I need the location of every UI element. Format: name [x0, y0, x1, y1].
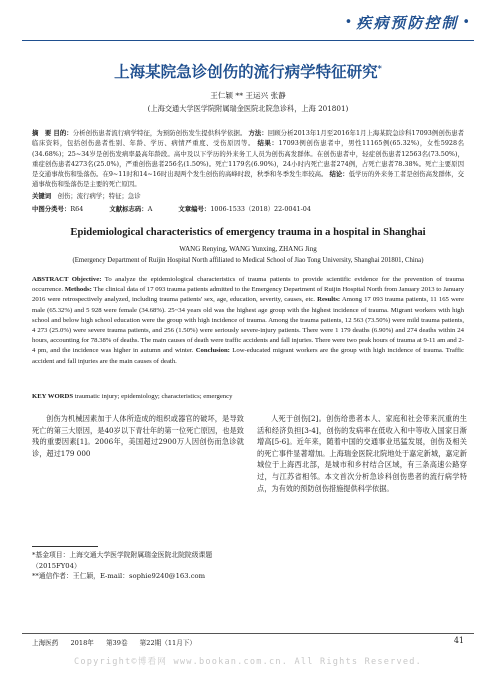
keywords-label-en: KEY WORDS — [32, 393, 74, 400]
body-paragraph: 人死于创伤[2]。创伤给患者本人、家庭和社会带来沉重的生活和经济负担[3-4]，创伤的发病率在低收入和中等收入国家日渐增高[5-6]。近年来，随着中国的交通事业迅猛发展，创伤及相关的死亡事件显著增加。上海瑞金医院北院地处于嘉定新城，嘉定新城位于上海西北部，是城市和乡村结合区域，有三条高速公路穿过，与江苏省相邻。本文首次分析急诊科创伤患者的流行病学特点，为有效的预防创伤措施提供科学依据。 — [257, 414, 467, 493]
footnotes — [32, 550, 244, 582]
footnote-fund: *基金项目：上海交通大学医学院附属瑞金医院北院院级课题（2015FY04） — [32, 551, 213, 570]
body-column-left: 创伤为机械因素加于人体所造成的组织或器官的破坏，是导致死亡的第三大原因，是40岁以下青壮年的第一位死亡原因，也是致残的重要因素[1]。2006年，美国超过2900万人因创伤而急诊就诊，超过179 000 — [32, 414, 244, 458]
keywords-text: 创伤；流行病学；特征；急诊 — [57, 192, 141, 200]
abstract-en: ABSTRACT Objective: To analyze the epidemiological characteristics of trauma patients to provide scientific evidence for the prevention of trauma occurrence. Methods: The clinical data of 17 093 trauma patients admitted to the Emergency Department of Ruijin Hospital North from January 2013 to January 2016 were retrospectively analyzed, including trauma patients' sex, age, education, severity, causes, etc. Results: Among 17 093 trauma patients, 11 165 were male (65.32%) and 5 928 were female (34.68%). 25~34 years old was the highest age group with the highest incidence of trauma. Migrant workers with high school and below high school education were the group with high incidence of trauma. Among the trauma patients, 12 563 (73.50%) were mild trauma patients, 4 273 (25.0%) were severe trauma patients, and 256 (1.50%) were seriously severe-injury patients. There were 1 179 deaths (6.90%) and 274 deaths within 24 hours, accounting for 78.38% of deaths. The main causes of death were traffic accidents and fall injuries. There were two peak hours of trauma at 9-11 am and 2-4 pm, and the incidence was higher in autumn and winter. Conclusion: Low-educated migrant workers are the group with high incidence of trauma. Traffic accident and fall injuries are the main causes of death. — [32, 276, 465, 365]
doc-code: A — [147, 205, 153, 213]
authors-cn: 王仁颖 ** 王运兴 张静 — [210, 91, 286, 100]
abstract-results: 17093例创伤患者中，男性11165例(65.32%)，女性5928名(34.68%)；25~34岁是创伤发病率最高年龄段。高中及以下学历的外来务工人员为创伤高发群体。在创伤患者中，轻症创伤患者12563名(73.50%)，重症创伤患者4273名(25.0%)，严重创伤患者256名(1.50%)。死亡1179名(6.90%)，24小时内死亡患者274例，占死亡患者78.38%。死亡主要原因是交通事故伤和坠落伤。在9~11时和14~16时出现两个发生创伤的高峰时段，秋季和冬季发生率较高。 — [32, 139, 464, 179]
abstract-objective: 分析创伤患者流行病学特征，为预防创伤发生提供科学依据。 — [72, 129, 247, 137]
footnote-rule — [32, 546, 98, 547]
abstract-label-objective: 目的： — [53, 129, 73, 137]
footnote-correspondence: **通信作者：王仁颖，E-mail：sophie9240@163.com — [32, 572, 206, 581]
journal-name: 上海医药 — [32, 639, 59, 647]
keywords-text-en: traumatic injury; epidemiology; characteristics; emergency — [73, 393, 233, 400]
journal-footer — [32, 637, 206, 647]
abstract-conclusion: 低学历的外来务工者是创伤高发群体，交通事故伤和坠落伤是主要的死亡原因。 — [32, 170, 464, 189]
authors-en: WANG Renying, WANG Yunxing, ZHANG Jing — [179, 245, 317, 253]
journal-year: 2018年 — [70, 639, 94, 647]
clc-code: R64 — [70, 205, 84, 213]
section-name: 疾病预防控制 — [356, 13, 459, 32]
abstract-label-results: 结果： — [257, 139, 279, 148]
abstract-label-methods: 方法： — [248, 129, 268, 137]
abstract-methods: 回顾分析2013年1月至2016年1月上海某院急诊科17093例创伤患者临床资料，包括创伤患者性别、年龄、学历、病情严重度、受伤原因等。 — [32, 129, 465, 148]
article-title-en: Epidemiological characteristics of emergency trauma in a hospital in Shanghai — [70, 227, 426, 238]
body-column-right — [257, 413, 467, 494]
footer-rule — [22, 633, 474, 634]
title-fund-mark: * — [377, 62, 382, 73]
classification-line: 中图分类号：R64 文献标志码：A 文章编号：1006-1533（2018）22-0041-04 — [32, 205, 311, 213]
journal-volume: 第39卷 — [105, 639, 128, 647]
section-banner — [341, 10, 474, 34]
page-number: 41 — [453, 636, 464, 645]
affiliation-cn: (上海交通大学医学院附属瑞金医院北院急诊科，上海 201801) — [147, 104, 349, 113]
journal-issue: 第22期（11月下） — [139, 639, 196, 647]
keywords-en — [32, 393, 464, 400]
article-number: 1006-1533（2018）22-0041-04 — [210, 205, 311, 213]
keywords-cn — [32, 191, 464, 200]
article-title-cn: 上海某院急诊创伤的流行病学特征研究* — [114, 62, 382, 81]
abstract-cn — [32, 128, 464, 190]
bullet-icon: • — [462, 14, 470, 30]
abstract-label: 摘 要 — [32, 129, 52, 137]
abstract-label-conclusion: 结论： — [329, 170, 349, 179]
affiliation-en: (Emergency Department of Ruijin Hospital North affiliated to Medical School of Jiao Tong University, Shanghai 201801, China) — [72, 257, 424, 264]
copyright-watermark: Copyright©博看网 www.bookan.com.cn. All Rights Reserved. — [73, 657, 423, 667]
bullet-icon: • — [344, 14, 353, 30]
keywords-label: 关键词 — [32, 192, 52, 200]
header-rule — [22, 40, 474, 41]
